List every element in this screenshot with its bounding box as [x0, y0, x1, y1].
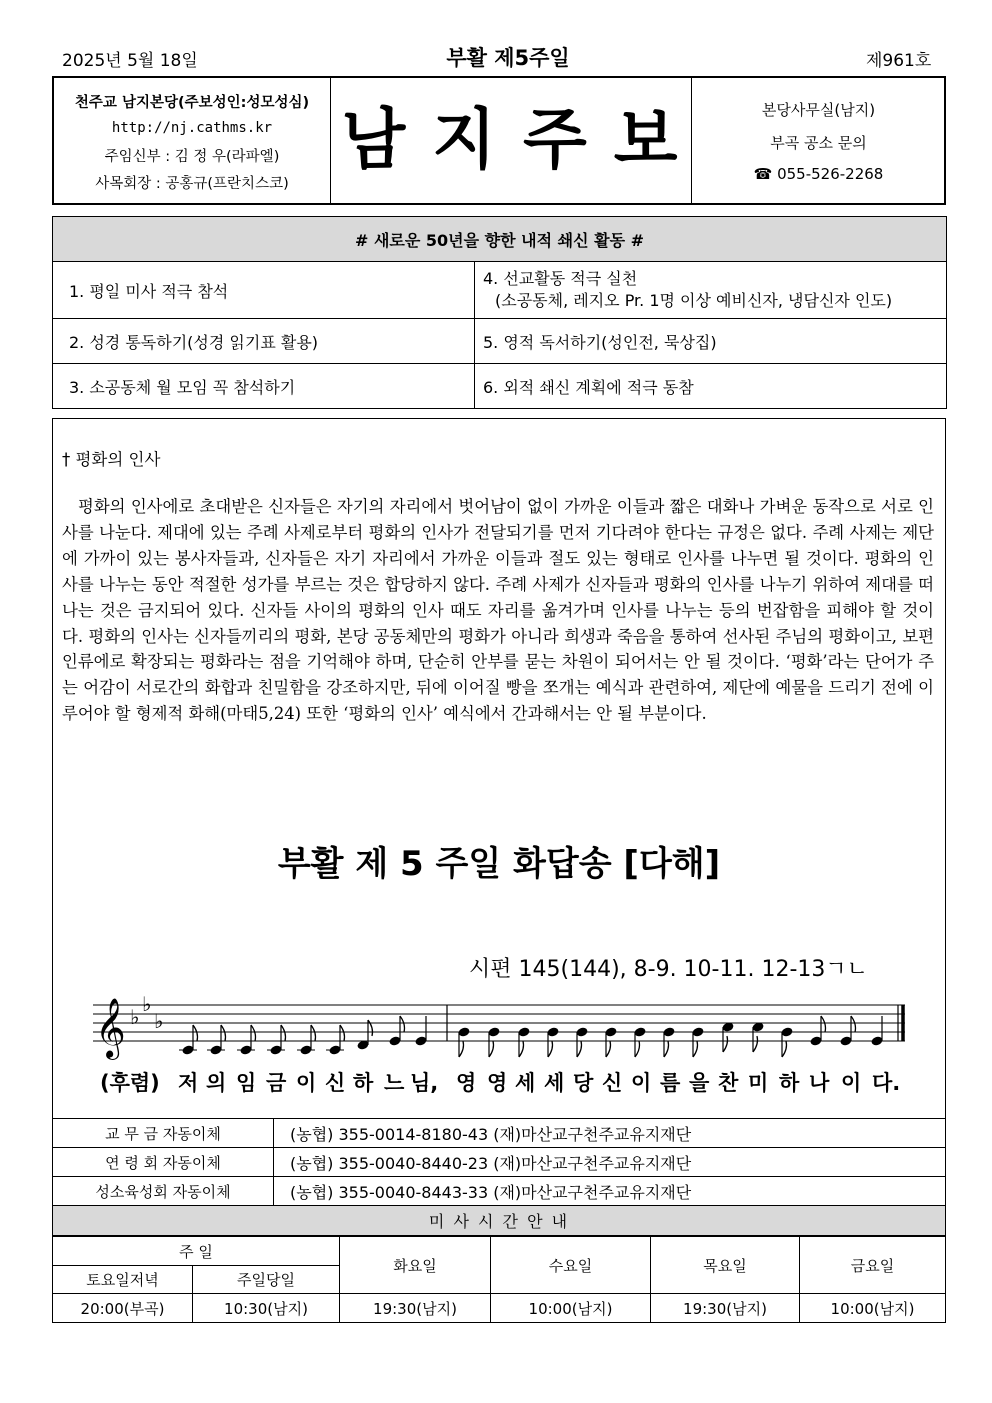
- lyric-syllable: 신: [325, 1071, 346, 1095]
- renewal-item-5: 5. 영적 독서하기(성인전, 묵상집): [475, 319, 947, 364]
- masthead: [52, 76, 946, 205]
- lyric-syllable: 세: [544, 1071, 565, 1095]
- saturday-evening-header: 토요일저녁: [53, 1266, 193, 1294]
- lyric-syllable: 찬: [718, 1071, 739, 1095]
- office-phone: [691, 165, 946, 183]
- lyric-syllable: 이: [296, 1071, 317, 1095]
- note-flag: [821, 1016, 826, 1032]
- lyric-syllable: 금: [266, 1071, 287, 1095]
- psalm-reference: 시편 145(144), 8-9. 10-11. 12-13ㄱㄴ: [469, 957, 868, 982]
- lyric-syllable: 이: [631, 1071, 652, 1095]
- note-flag: [577, 1041, 582, 1057]
- note-flag: [459, 1041, 464, 1057]
- mass-time-sun: 10:30(남지): [193, 1294, 340, 1323]
- account-detail-3: (농협) 355-0040-8443-33 (재)마산교구천주교유지재단: [274, 1177, 946, 1206]
- note-flag: [519, 1041, 524, 1057]
- note-flag: [281, 1025, 286, 1041]
- lyric-syllable: 의: [206, 1071, 227, 1095]
- lyric-syllable: 하: [779, 1071, 800, 1095]
- sunday-title: 부활 제5주일: [446, 46, 570, 70]
- lyric-syllable: 임: [236, 1071, 257, 1095]
- note-flag: [693, 1041, 698, 1057]
- lyric-syllable: 신: [602, 1071, 623, 1095]
- treble-clef-icon: 𝄞: [95, 998, 126, 1058]
- note-flag: [489, 1041, 494, 1057]
- lyric-syllable: 나: [809, 1071, 830, 1095]
- note-flag: [753, 1036, 758, 1052]
- refrain-label: (후렴): [100, 1071, 160, 1095]
- article-heading: † 평화의 인사: [62, 450, 161, 469]
- mass-times-table: [52, 1236, 946, 1323]
- lyric-syllable: 세: [515, 1071, 536, 1095]
- note-flag: [635, 1041, 640, 1057]
- account-detail-2: (농협) 355-0040-8440-23 (재)마산교구천주교유지재단: [274, 1148, 946, 1177]
- note-flag: [221, 1025, 226, 1041]
- note-flag: [251, 1025, 256, 1041]
- lyric-syllable: 하: [353, 1071, 374, 1095]
- renewal-item-4-detail: (소공동체, 레지오 Pr. 1명 이상 예비신자, 냉담신자 인도): [495, 291, 893, 310]
- account-name-2: 연 령 회 자동이체: [53, 1148, 274, 1177]
- account-detail-1: (농협) 355-0014-8180-43 (재)마산교구천주교유지재단: [274, 1119, 946, 1148]
- note-flag: [548, 1041, 553, 1057]
- mass-time-wed: 10:00(남지): [491, 1294, 651, 1323]
- note-flag: [311, 1025, 316, 1041]
- note-flag: [782, 1041, 787, 1057]
- psalm-title: 부활 제 5 주일 화답송 [다해]: [277, 844, 721, 884]
- lyric-syllable: 영: [456, 1071, 477, 1095]
- mass-time-thu: 19:30(남지): [651, 1294, 800, 1323]
- sunday-day-header: 주일당일: [193, 1266, 340, 1294]
- flat-2-icon: ♭: [142, 992, 152, 1016]
- staff-lines: [93, 1005, 905, 1041]
- office-label: 본당사무실(남지): [761, 101, 876, 119]
- lyric-syllable: 을: [689, 1071, 710, 1095]
- renewal-item-4-title: 4. 선교활동 적극 실천: [483, 269, 638, 288]
- renewal-heading: # 새로운 50년을 향한 내적 쇄신 활동 #: [53, 217, 947, 262]
- music-staff: [0, 990, 992, 1060]
- mass-times-heading: 미 사 시 간 안 내: [53, 1206, 946, 1236]
- mass-time-fri: 10:00(남지): [800, 1294, 946, 1323]
- thursday-header: 목요일: [651, 1237, 800, 1294]
- lyric-syllable: 이: [841, 1071, 862, 1095]
- renewal-item-6: 6. 외적 쇄신 계획에 적극 동참: [475, 364, 947, 409]
- lyric-syllable: 름: [660, 1071, 681, 1095]
- note-flag: [664, 1041, 669, 1057]
- note-flag: [723, 1036, 728, 1052]
- lyric-syllable: 다.: [872, 1071, 901, 1095]
- note-flag: [851, 1016, 856, 1032]
- article-body: 평화의 인사에로 초대받은 신자들은 자기의 자리에서 벗어남이 없이 가까운 이들과 짧은 대화나 가벼운 동작으로 서로 인사를 나눈다. 제대에 있는 주례 사제로부터 평화의 인사가 전달되기를 먼저 기다려야 한다는 규정은 없다. 주례 사제는 제단에 가까이 있는 봉사자들과, 신자들은 자기 자리에서 가까운 이들과 절도 있는 형태로 인사를 나누면 될 것이다. 평화의 인사를 나누는 동안 적절한 성가를 부르는 것은 합당하지 않다. 주례 사제가 신자들과 평화의 인사를 나누기 위하여 제대를 떠나는 것은 금지되어 있다. 신자들 사이의 평화의 인사 때도 자리를 옮겨가며 인사를 나누는 등의 번잡함을 피해야 할 것이다. 평화의 인사는 신자들끼리의 평화, 본당 공동체만의 평화가 아니라 희생과 죽음을 통하여 선사된 주님의 평화이고, 보편 인류에로 확장되는 평화라는 점을 기억해야 하며, 단순히 안부를 묻는 차원이 되어서는 안 될 것이다. ‘평화’라는 단어가 주는 어감이 서로간의 화합과 친밀함을 강조하지만, 뒤에 이어질 빵을 쪼개는 예식과 관련하여, 제단에 예물을 드리기 전에 이루어야 할 형제적 화해(마태5,24) 또한 ‘평화의 인사’ 예식에서 간과해서는 안 될 부분이다.: [62, 497, 934, 724]
- issue-date: 2025년 5월 18일: [62, 51, 198, 71]
- account-name-1: 교 무 금 자동이체: [53, 1119, 274, 1148]
- renewal-item-1: 1. 평일 미사 적극 참석: [53, 262, 475, 319]
- accounts-table: [52, 1118, 946, 1236]
- lyric-syllable: 저: [178, 1071, 199, 1095]
- lyric-syllable: 미: [748, 1071, 769, 1095]
- issue-number: 제961호: [866, 51, 932, 71]
- lyric-syllable: 님,: [410, 1071, 439, 1095]
- pastor-name: 주임신부 : 김 정 우(라파엘): [104, 149, 280, 165]
- telephone-icon: ☎: [753, 165, 773, 183]
- account-name-3: 성소육성회 자동이체: [53, 1177, 274, 1206]
- mission-inquiry: 부곡 공소 문의: [770, 134, 867, 152]
- melody-notes: [179, 1016, 884, 1057]
- lyric-syllable: 영: [487, 1071, 508, 1095]
- parish-url[interactable]: http://nj.cathms.kr: [111, 120, 273, 136]
- bulletin-title: 남 지 주 보: [341, 101, 680, 178]
- flat-1-icon: ♭: [130, 1005, 140, 1029]
- renewal-item-2: 2. 성경 통독하기(성경 읽기표 활용): [53, 319, 475, 364]
- phone-number: 055-526-2268: [777, 165, 884, 183]
- flat-3-icon: ♭: [154, 1009, 164, 1033]
- note-flag: [368, 1020, 373, 1036]
- council-chair: 사목회장 : 공홍규(프란치스코): [95, 176, 289, 192]
- tuesday-header: 화요일: [340, 1237, 491, 1294]
- renewal-table: [52, 216, 947, 409]
- mass-time-tue: 19:30(남지): [340, 1294, 491, 1323]
- note-flag: [606, 1041, 611, 1057]
- parish-name: 천주교 남지본당(주보성인:성모성심): [74, 95, 310, 111]
- renewal-item-3: 3. 소공동체 월 모임 꼭 참석하기: [53, 364, 475, 409]
- mass-time-sat: 20:00(부곡): [53, 1294, 193, 1323]
- sunday-header: 주 일: [53, 1237, 340, 1266]
- note-flag: [340, 1025, 345, 1041]
- note-flag: [400, 1016, 405, 1032]
- lyric-syllable: 느: [384, 1071, 405, 1095]
- wednesday-header: 수요일: [491, 1237, 651, 1294]
- note-flag: [193, 1025, 198, 1041]
- renewal-item-4: [475, 262, 947, 319]
- lyric-syllable: 당: [573, 1071, 594, 1095]
- friday-header: 금요일: [800, 1237, 946, 1294]
